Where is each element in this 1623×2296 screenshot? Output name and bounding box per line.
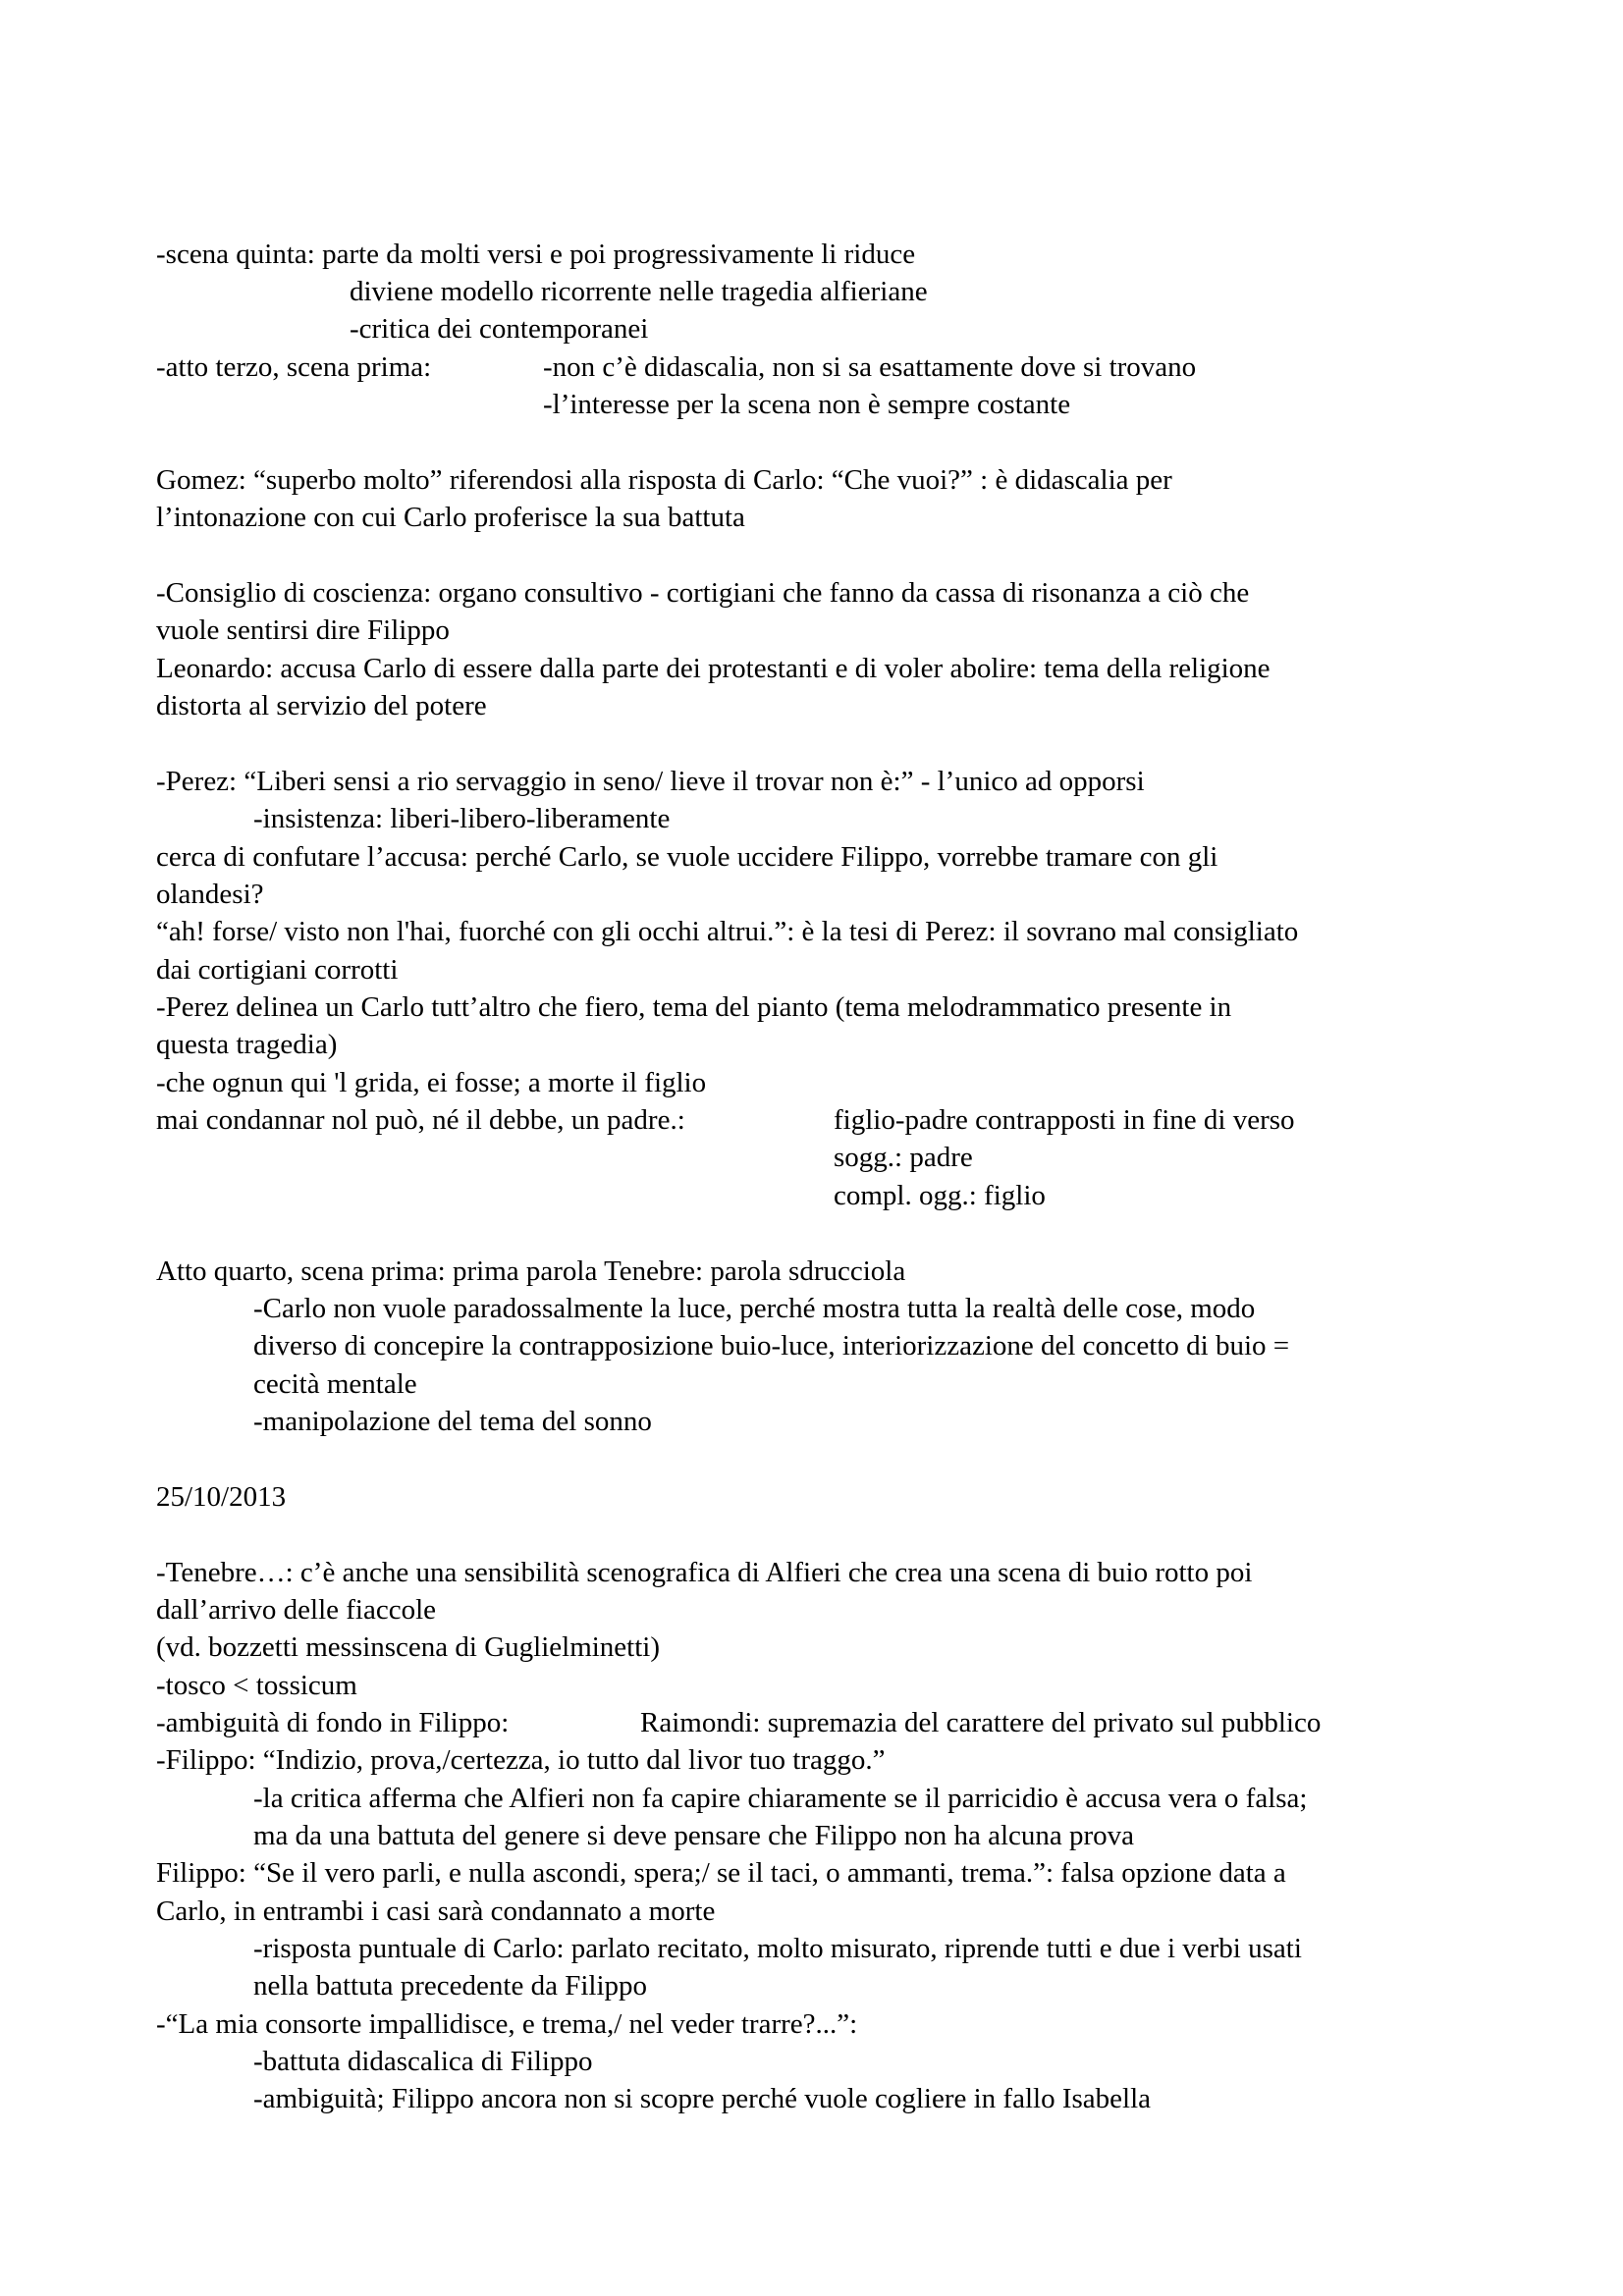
text-line: -manipolazione del tema del sonno bbox=[253, 1406, 652, 1437]
text-line: -risposta puntuale di Carlo: parlato recitato, molto misurato, riprende tutti e due i verbi usati bbox=[253, 1933, 1302, 1964]
text-line: mai condannar nol può, né il debbe, un padre.: bbox=[156, 1104, 685, 1136]
text-line: -tosco < tossicum bbox=[156, 1670, 357, 1701]
text-line: cerca di confutare l’accusa: perché Carlo, se vuole uccidere Filippo, vorrebbe tramare con gli bbox=[156, 841, 1218, 873]
text-line: “ah! forse/ visto non l'hai, fuorché con gli occhi altrui.”: è la tesi di Perez: il sovrano mal consigliato bbox=[156, 916, 1299, 947]
text-line: -l’interesse per la scena non è sempre costante bbox=[543, 389, 1071, 420]
text-line: Gomez: “superbo molto” riferendosi alla risposta di Carlo: “Che vuoi?” : è didascalia per bbox=[156, 464, 1172, 496]
date-heading: 25/10/2013 bbox=[156, 1481, 287, 1513]
text-line: -scena quinta: parte da molti versi e poi progressivamente li riduce bbox=[156, 239, 916, 270]
text-line: diviene modello ricorrente nelle tragedia alfieriane bbox=[350, 276, 928, 307]
text-line: Filippo: “Se il vero parli, e nulla ascondi, spera;/ se il taci, o ammanti, trema.”: falsa opzione data a bbox=[156, 1857, 1286, 1889]
text-line: -Perez: “Liberi sensi a rio servaggio in seno/ lieve il trovar non è:” - l’unico ad opporsi bbox=[156, 766, 1145, 797]
text-line: -Carlo non vuole paradossalmente la luce, perché mostra tutta la realtà delle cose, modo bbox=[253, 1293, 1256, 1324]
text-line: l’intonazione con cui Carlo proferisce la sua battuta bbox=[156, 502, 745, 533]
text-line: -battuta didascalica di Filippo bbox=[253, 2046, 593, 2077]
text-line: Atto quarto, scena prima: prima parola Tenebre: parola sdrucciola bbox=[156, 1255, 906, 1287]
text-line: distorta al servizio del potere bbox=[156, 690, 487, 721]
text-line: -Filippo: “Indizio, prova,/certezza, io tutto dal livor tuo traggo.” bbox=[156, 1744, 886, 1776]
text-line: -che ognun qui 'l grida, ei fosse; a morte il figlio bbox=[156, 1067, 707, 1098]
text-line: Leonardo: accusa Carlo di essere dalla parte dei protestanti e di voler abolire: tema della religione bbox=[156, 653, 1271, 684]
text-line: -la critica afferma che Alfieri non fa capire chiaramente se il parricidio è accusa vera o falsa; bbox=[253, 1783, 1308, 1814]
text-line: vuole sentirsi dire Filippo bbox=[156, 614, 450, 646]
text-line: -ambiguità di fondo in Filippo: bbox=[156, 1707, 510, 1738]
text-line: figlio-padre contrapposti in fine di verso bbox=[834, 1104, 1295, 1136]
text-line: -Perez delinea un Carlo tutt’altro che fiero, tema del pianto (tema melodrammatico presente in bbox=[156, 991, 1232, 1023]
text-line: -atto terzo, scena prima: bbox=[156, 351, 432, 383]
text-line: -non c’è didascalia, non si sa esattamente dove si trovano bbox=[543, 351, 1197, 383]
text-line: -insistenza: liberi-libero-liberamente bbox=[253, 803, 671, 834]
text-line: -Tenebre…: c’è anche una sensibilità scenografica di Alfieri che crea una scena di buio rotto poi bbox=[156, 1557, 1253, 1588]
text-line: dai cortigiani corrotti bbox=[156, 954, 399, 986]
text-line: -“La mia consorte impallidisce, e trema,/ nel veder trarre?...”: bbox=[156, 2008, 858, 2040]
text-line: ma da una battuta del genere si deve pensare che Filippo non ha alcuna prova bbox=[253, 1820, 1135, 1851]
text-line: Carlo, in entrambi i casi sarà condannato a morte bbox=[156, 1896, 716, 1927]
text-line: compl. ogg.: figlio bbox=[834, 1180, 1046, 1211]
text-line: nella battuta precedente da Filippo bbox=[253, 1970, 648, 2002]
text-line: (vd. bozzetti messinscena di Guglielminetti) bbox=[156, 1631, 661, 1663]
text-line: olandesi? bbox=[156, 879, 264, 910]
text-line: Raimondi: supremazia del carattere del privato sul pubblico bbox=[640, 1707, 1322, 1738]
text-line: -Consiglio di coscienza: organo consultivo - cortigiani che fanno da cassa di risonanza a ciò che bbox=[156, 577, 1250, 609]
text-line: diverso di concepire la contrapposizione buio-luce, interiorizzazione del concetto di buio = bbox=[253, 1330, 1290, 1362]
text-line: -ambiguità; Filippo ancora non si scopre perché vuole cogliere in fallo Isabella bbox=[253, 2083, 1151, 2114]
text-line: dall’arrivo delle fiaccole bbox=[156, 1594, 437, 1626]
text-line: cecità mentale bbox=[253, 1368, 417, 1400]
text-line: -critica dei contemporanei bbox=[350, 313, 649, 345]
text-line: sogg.: padre bbox=[834, 1142, 973, 1173]
text-line: questa tragedia) bbox=[156, 1029, 338, 1060]
